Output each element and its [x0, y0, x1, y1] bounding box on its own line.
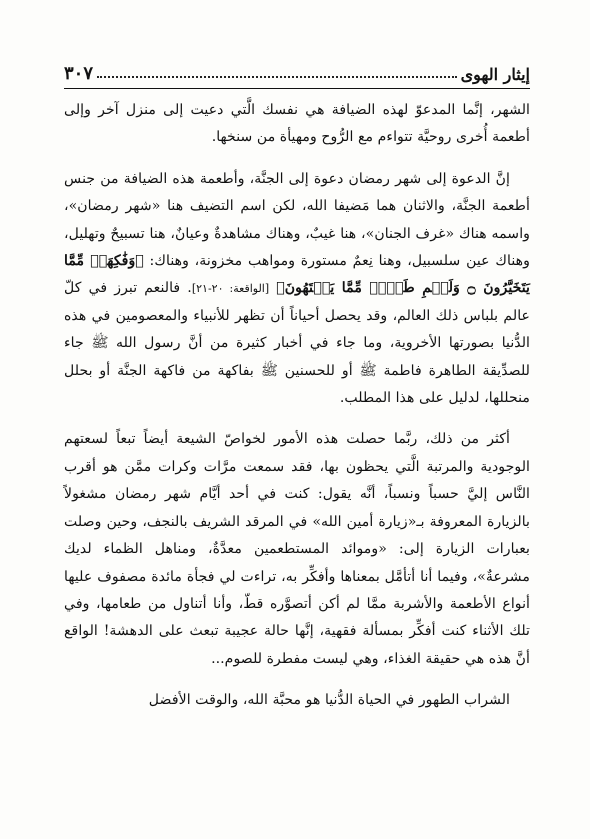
header-title: إيثار الهوى [460, 65, 530, 84]
running-header [64, 58, 530, 84]
page-number: ٣٠٧ [64, 63, 94, 84]
quran-verse: ﴿وَفَٰكِهَةٖ مِّمَّا يَتَخَيَّرُونَ ۝ وَلَحۡمِ طَيۡرٖ مِّمَّا يَشۡتَهُونَ﴾ [64, 253, 531, 297]
page-body [64, 97, 530, 715]
paragraph-2-text: إنَّ الدعوة إلى شهر رمضان دعوة إلى الجنَّة، وأطعمة هذه الضيافة من جنس أطعمة الجنَّة، والاثنان هما مَضيفا الله، لكن اسم التضيف هنا «شهر رمضان»، واسمه هناك «غرف الجنان»، هنا غيبٌ، وهناك مشاهدةٌ وعيانٌ، هنا تسبيحٌ وتهليل، وهناك عين سلسبيل، وهنا نِعمٌ مستورة ومواهب مخزونة، وهناك: [64, 170, 530, 270]
verse-reference: [الواقعة: ٢٠-٢١] [191, 282, 270, 296]
paragraph-2-continuation: . فالنعم تبرز في كلّ عالم بلباس ذلك العالم، وقد يحصل أحياناً أن تظهر للأنبياء والمعصومين في هذه الدُّنيا بصورتها الأخروية، وما جاء في أخبار كثيرة من أنَّ رسول الله ﷺ جاء للصدِّيقة الطاهرة فاطمة ﷺ أو للحسنين ﷺ بفاكهة من فاكهة الجنَّة أو بحلل منحللها، لدليل على هذا المطلب. [64, 280, 530, 407]
header-rule [64, 88, 530, 89]
paragraph-4: الشراب الطهور في الحياة الدُّنيا هو محبَّة الله، والوقت الأفضل [148, 692, 510, 709]
paragraph-2 [64, 166, 530, 413]
paragraph-3: أكثر من ذلك، ربَّما حصلت هذه الأمور لخواصّ الشيعة أيضاً تبعاً لسعتهم الوجودية والمرتبة الَّتي يحظون بها، فقد سمعت مرَّات وكرات ممَّن هو أقرب النَّاس إليَّ حسباً ونسباً، أنَّه يقول: كنت في أحد أيَّام شهر رمضان مشغولاً بالزيارة المعروفة بـ«زيارة أمين الله» في المرقد الشريف بالنجف، وحين وصلت بعبارات الزيارة إلى: «وموائد المستطعمين معدَّةٌ، ومناهل الظماء لديك مشرعةٌ»، وفيما أنا أتأمَّل بمعناها وأفكِّر به، تراءت لي فجأة مائدة مصفوف عليها أنواع الأطعمة والأشربة ممَّا لم أكن أتصوَّره قطّ، وأنا أتناول من طعامها، وفي تلك الأثناء كنت أفكِّر بمسألة فقهية، إنَّها حالة عجيبة تبعث على الدهشة! الواقع أنَّ هذه هي حقيقة الغذاء، وهي ليست مفطرة للصوم... [64, 431, 530, 667]
paragraph-1: الشهر، إنَّما المدعوّ لهذه الضيافة هي نفسك الَّتي دعيت إلى منزل آخر وإلى أطعمة أُخرى روحيَّة تتواءم مع الرُّوح ومهيأة من سنخها. [64, 102, 530, 146]
header-leader-dots [97, 76, 457, 78]
